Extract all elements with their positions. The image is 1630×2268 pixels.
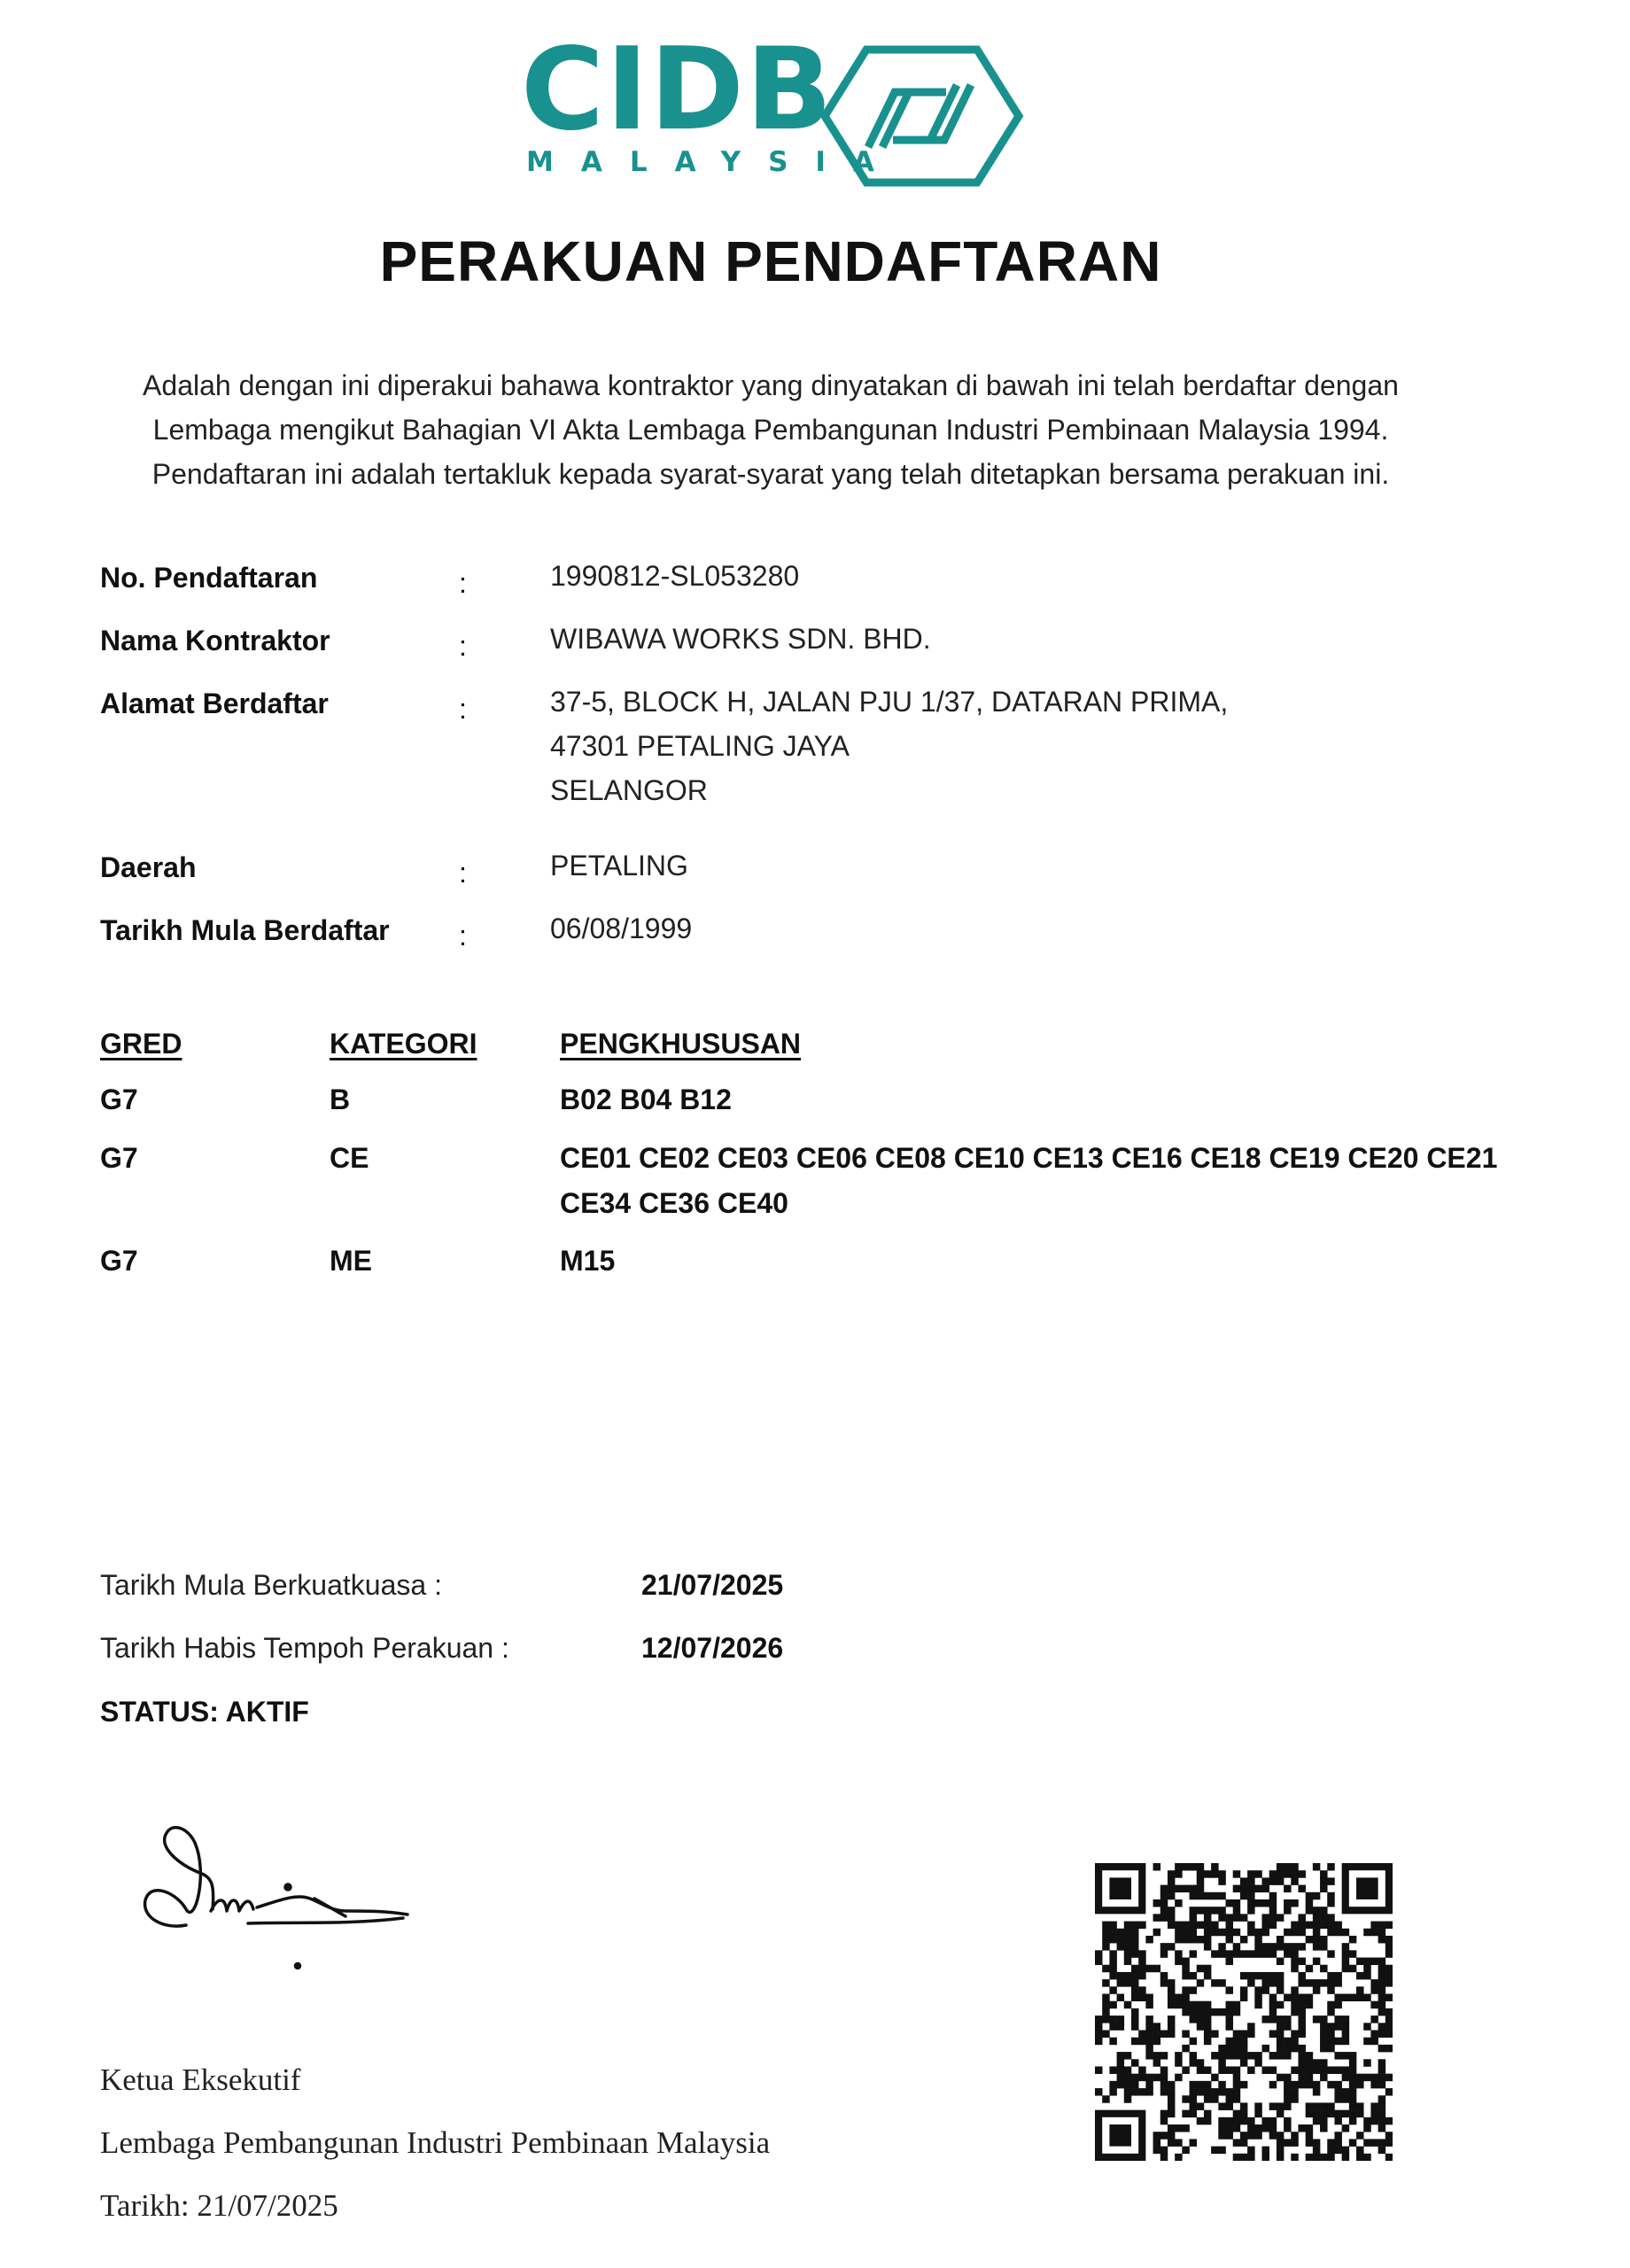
signatory-organisation: Lembaga Pembangunan Industri Pembinaan Malaysia [100,2125,771,2160]
contractor-name-colon: : [459,630,467,662]
category-cell: B [330,1084,351,1115]
start-date-colon: : [459,920,467,951]
address-value [550,680,1228,812]
registration-no-label: No. Pendaftaran [100,562,318,594]
address-label: Alamat Berdaftar [100,687,329,719]
grade-header: GRED [100,1028,182,1060]
specialisation-cell [560,1136,1497,1226]
address-line: 47301 PETALING JAYA [550,730,850,762]
address-colon: : [459,693,467,725]
category-cell: ME [330,1245,372,1277]
category-cell: CE [330,1142,369,1174]
effective-date-label: Tarikh Mula Berkuatkuasa : [100,1569,442,1601]
expiry-date-label: Tarikh Habis Tempoh Perakuan : [100,1632,509,1664]
specialisation-cell [560,1077,732,1122]
grade-cell: G7 [100,1245,138,1277]
start-date-value: 06/08/1999 [550,913,693,944]
status-badge: STATUS: AKTIF [100,1696,309,1728]
address-line: 37-5, BLOCK H, JALAN PJU 1/37, DATARAN PRIMA, [550,686,1229,718]
logo-wordmark: CIDB [521,24,834,156]
intro-line: Adalah dengan ini diperakui bahawa kontraktor yang dinyatakan di bawah ini telah berdaftar dengan [143,369,1399,401]
qr-code-icon [1095,1863,1393,2161]
specialisation-line: CE01 CE02 CE03 CE06 CE08 CE10 CE13 CE16 CE18 CE19 CE20 CE21 [560,1142,1498,1174]
specialisation-line: M15 [560,1245,616,1277]
registration-no-value: 1990812-SL053280 [550,560,800,592]
district-value: PETALING [550,850,688,882]
specialisation-cell [560,1239,615,1284]
signatory-title: Ketua Eksekutif [100,2062,301,2097]
logo-subtitle: MALAYSIA [526,146,902,178]
qr-code [1095,1863,1393,2161]
cidb-hexagon-logo-icon [813,41,1026,191]
grade-cell: G7 [100,1142,138,1174]
intro-line: Lembaga mengikut Bahagian VI Akta Lembaga Pembangunan Industri Pembinaan Malaysia 1994. [152,414,1389,446]
specialisation-line: B02 B04 B12 [560,1084,732,1115]
cidb-logo [521,24,1017,189]
specialisation-header: PENGKHUSUSAN [560,1028,802,1060]
contractor-name-value: WIBAWA WORKS SDN. BHD. [550,623,931,655]
district-colon: : [459,857,467,889]
expiry-date-value: 12/07/2026 [641,1632,784,1664]
specialisation-line: CE34 CE36 CE40 [560,1187,788,1219]
signature-image [133,1812,416,1976]
district-label: Daerah [100,851,197,883]
page-title: PERAKUAN PENDAFTARAN [379,229,1162,293]
registration-no-colon: : [459,567,467,599]
signature-date: Tarikh: 21/07/2025 [100,2188,338,2223]
contractor-name-label: Nama Kontraktor [100,625,330,656]
grade-cell: G7 [100,1084,138,1115]
intro-line: Pendaftaran ini adalah tertakluk kepada syarat-syarat yang telah ditetapkan bersama perakuan ini. [151,458,1390,490]
intro-paragraph [71,363,1471,496]
address-line: SELANGOR [550,774,708,806]
category-header: KATEGORI [330,1028,477,1060]
start-date-label: Tarikh Mula Berdaftar [100,914,390,946]
effective-date-value: 21/07/2025 [641,1569,784,1601]
